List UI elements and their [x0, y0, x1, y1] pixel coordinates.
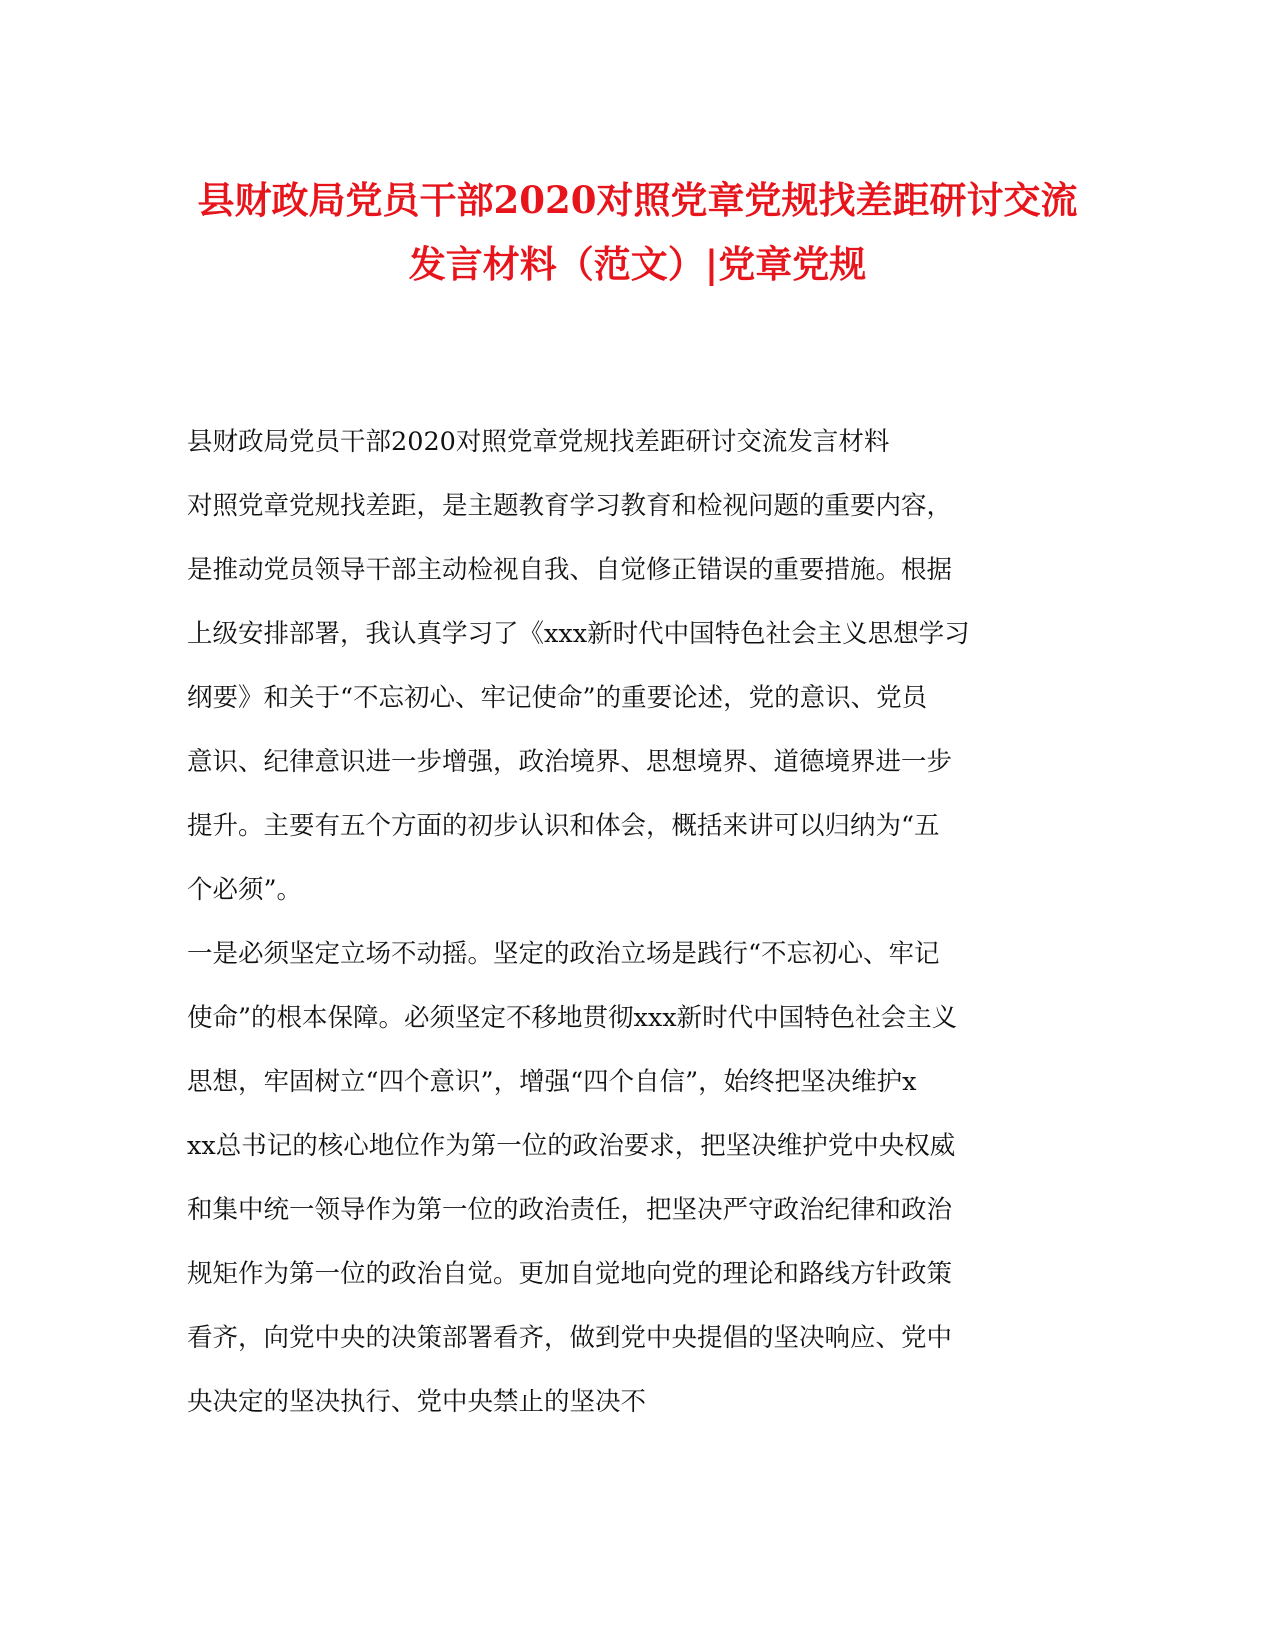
document-title: [150, 168, 1125, 296]
document-body: [187, 410, 1087, 1434]
body-line: 一是必须坚定立场不动摇。坚定的政治立场是践行“不忘初心、牢记: [187, 939, 940, 969]
body-line: 意识、纪律意识进一步增强，政治境界、思想境界、道德境界进一步: [187, 747, 953, 777]
body-line: 央决定的坚决执行、党中央禁止的坚决不: [187, 1387, 647, 1417]
body-line: 规矩作为第一位的政治自觉。更加自觉地向党的理论和路线方针政策: [187, 1259, 953, 1289]
title-line-1: 县财政局党员干部2020对照党章党规找差距研讨交流: [197, 178, 1078, 222]
body-line: 对照党章党规找差距，是主题教育学习教育和检视问题的重要内容，: [187, 491, 953, 521]
body-line: 提升。主要有五个方面的初步认识和体会，概括来讲可以归纳为“五: [187, 811, 940, 841]
body-line: 县财政局党员干部2020对照党章党规找差距研讨交流发言材料: [187, 427, 890, 457]
body-line: 上级安排部署，我认真学习了《xxx新时代中国特色社会主义思想学习: [187, 619, 970, 649]
body-line: 看齐，向党中央的决策部署看齐，做到党中央提倡的坚决响应、党中: [187, 1323, 953, 1353]
body-line: 纲要》和关于“不忘初心、牢记使命”的重要论述，党的意识、党员: [187, 683, 928, 713]
body-line: xx总书记的核心地位作为第一位的政治要求，把坚决维护党中央权威: [187, 1131, 956, 1161]
body-line: 和集中统一领导作为第一位的政治责任，把坚决严守政治纪律和政治: [187, 1195, 953, 1225]
body-line: 思想，牢固树立“四个意识”，增强“四个自信”，始终把坚决维护x: [187, 1067, 917, 1097]
body-line: 是推动党员领导干部主动检视自我、自觉修正错误的重要措施。根据: [187, 555, 953, 585]
body-line: 个必须”。: [187, 875, 303, 905]
title-line-2: 发言材料（范文）|党章党规: [408, 242, 867, 286]
body-line: 使命”的根本保障。必须坚定不移地贯彻xxx新时代中国特色社会主义: [187, 1003, 958, 1033]
